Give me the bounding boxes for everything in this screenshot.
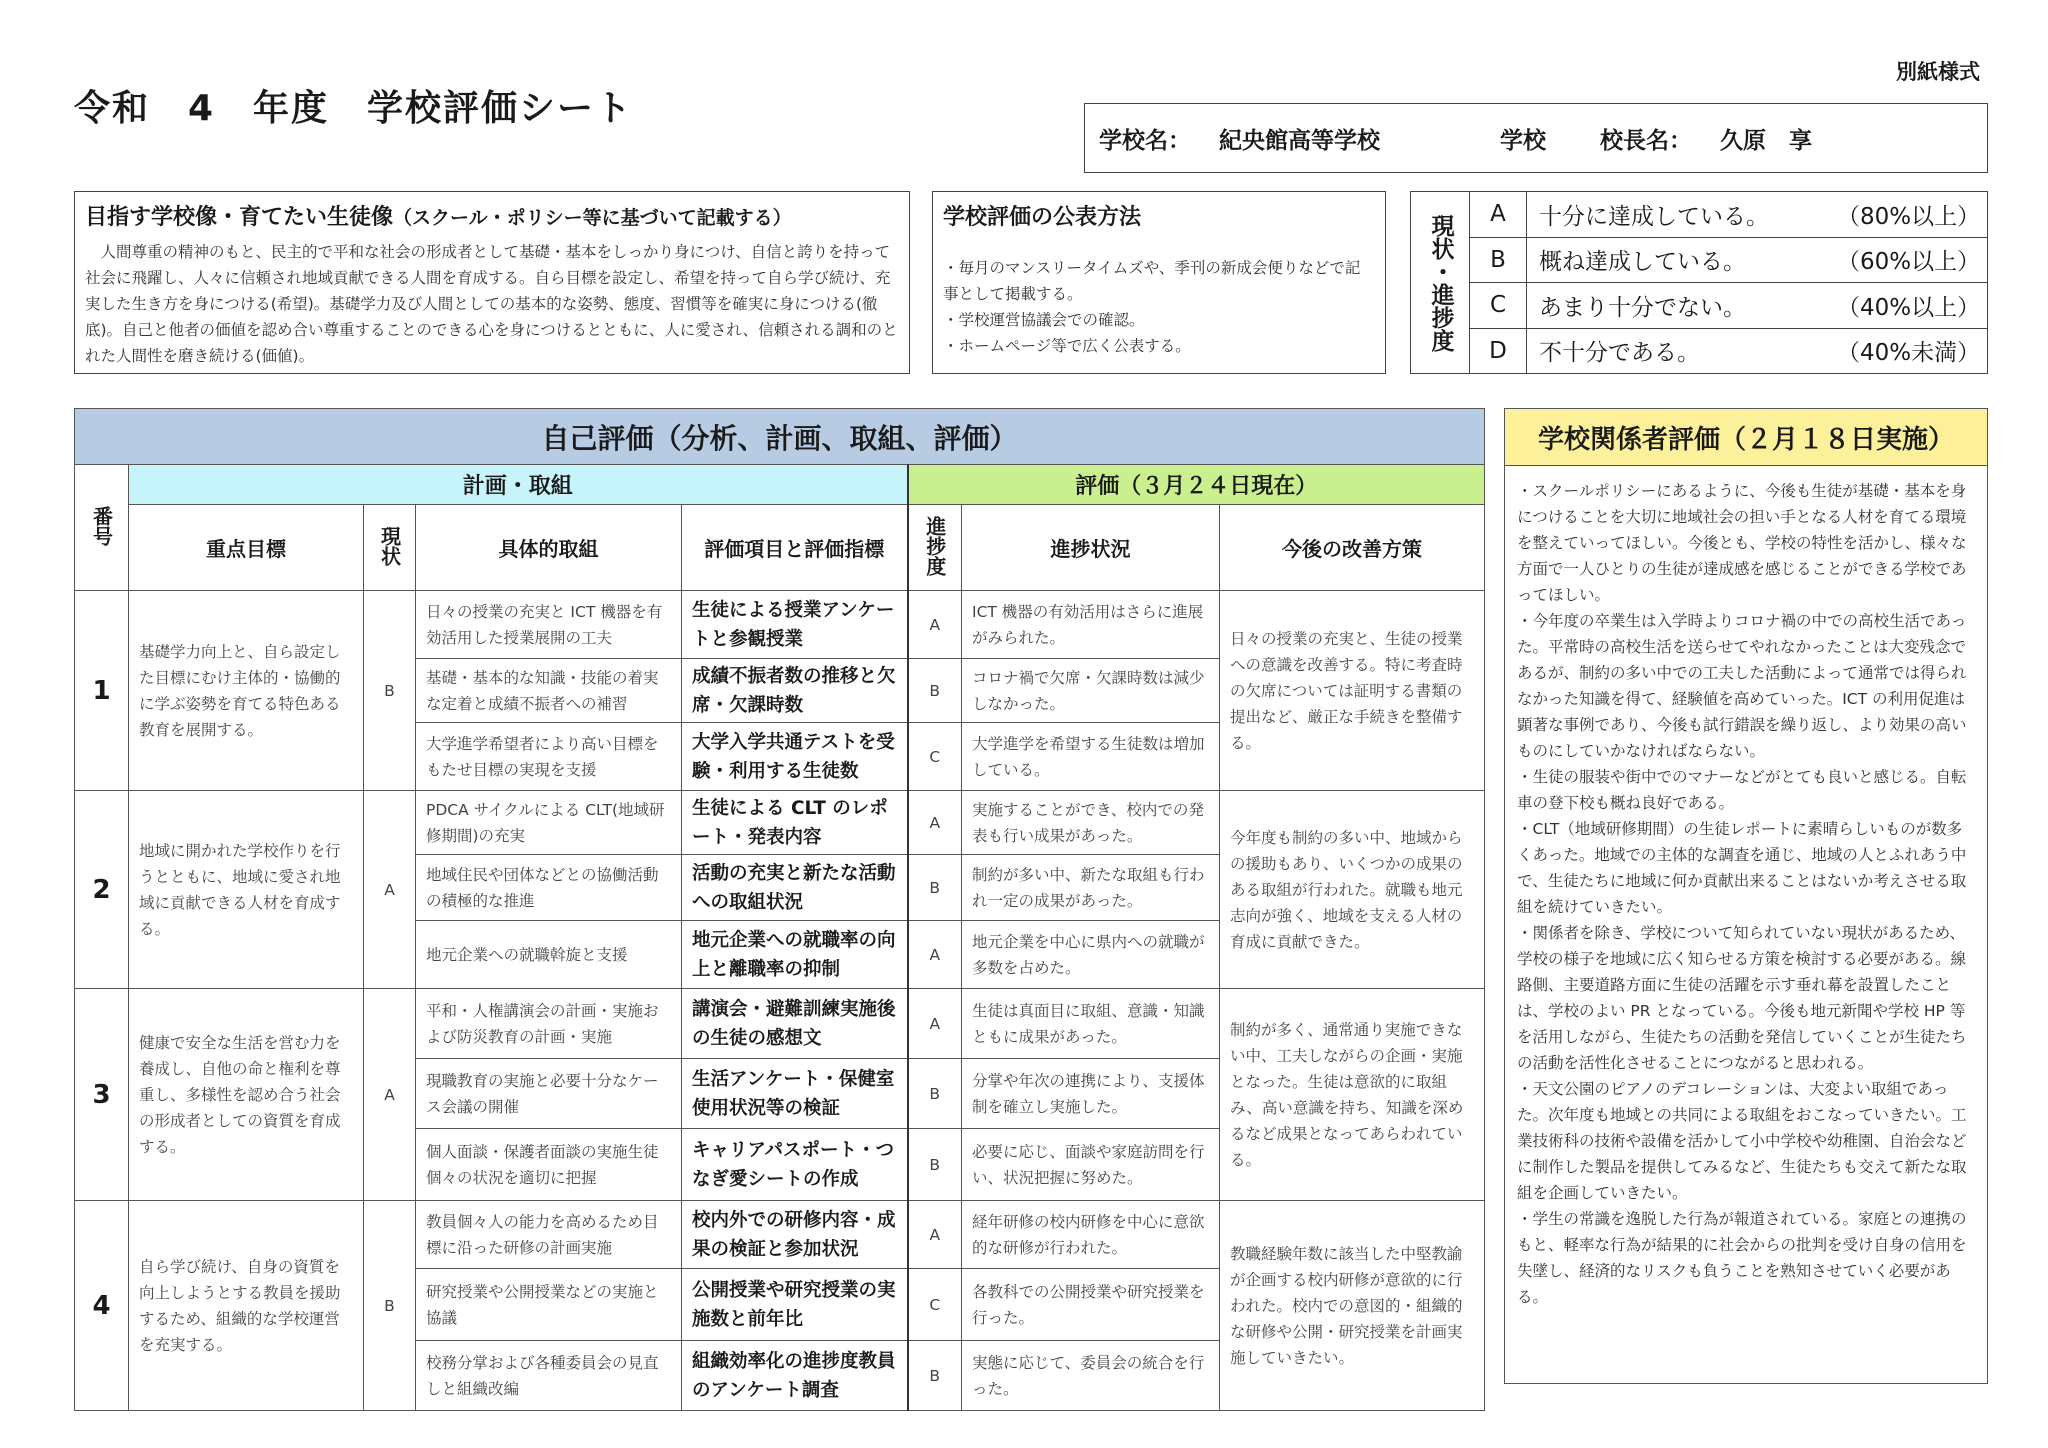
goal-text: 健康で安全な生活を営む力を養成し、自他の命と権利を尊重し、多様性を認め合う社会の形成者としての資質を育成する。 — [129, 989, 364, 1201]
legend-row — [1470, 283, 1987, 329]
stakeholder-item: ・CLT（地域研修期間）の生徒レポートに素晴らしいものが数多くあった。地域での主体的な調査を通じ、地域の人とふれあう中で、生徒たちに地域に何か貢献出来ることはないか考えさせる取組を続けていきたい。 — [1517, 820, 1967, 916]
legend-grade: C — [1470, 283, 1527, 328]
self-eval-heading: 自己評価（分析、計画、取組、評価） — [75, 409, 1485, 465]
plan-header: 計画・取組 — [129, 465, 908, 505]
form-label: 別紙様式 — [1896, 60, 1980, 84]
action-text: 研究授業や公開授業などの実施と協議 — [416, 1269, 682, 1341]
action-text: 平和・人権講演会の計画・実施および防災教育の計画・実施 — [416, 989, 682, 1059]
goal-number: 1 — [75, 591, 129, 791]
progress-text: 必要に応じ、面談や家庭訪問を行い、状況把握に努めた。 — [962, 1129, 1220, 1201]
progress-grade: B — [908, 659, 962, 723]
legend-description: 十分に達成している。 — [1539, 203, 1769, 230]
col-status: 現状 — [364, 505, 416, 591]
legend-row — [1470, 238, 1987, 284]
action-text: 地域住民や団体などとの協働活動の積極的な推進 — [416, 855, 682, 921]
school-info-box — [1084, 103, 1988, 173]
legend-side-label — [1411, 192, 1470, 373]
publication-box — [932, 191, 1386, 374]
publication-heading: 学校評価の公表方法 — [943, 205, 1142, 230]
improvement-text: 日々の授業の充実と、生徒の授業への意識を改善する。特に考査時の欠席については証明する書類の提出など、厳正な手続きを整備する。 — [1220, 591, 1485, 791]
col-progress: 進捗状況 — [962, 505, 1220, 591]
progress-grade: B — [908, 1059, 962, 1129]
progress-grade: C — [908, 1269, 962, 1341]
legend-description: 不十分である。 — [1539, 340, 1700, 367]
goal-text: 基礎学力向上と、自ら設定した目標にむけ主体的・協働的に学ぶ姿勢を育てる特色ある教育を展開する。 — [129, 591, 364, 791]
legend-percentage: （40%以上） — [1837, 294, 1981, 321]
progress-grade: C — [908, 723, 962, 791]
goal-number: 2 — [75, 791, 129, 989]
publication-item: ・学校運営協議会での確認。 — [943, 311, 1145, 329]
eval-header: 評価（３月２４日現在） — [908, 465, 1485, 505]
goal-text: 地域に開かれた学校作りを行うとともに、地域に愛され地域に貢献できる人材を育成する。 — [129, 791, 364, 989]
legend-grade: B — [1470, 238, 1527, 283]
school-policy-box — [74, 191, 910, 374]
stakeholder-item: ・学生の常識を逸脱した行為が報道されている。家庭との連携のもと、軽率な行為が結果的に社会からの批判を受け自身の信用を失墜し、経済的なリスクも負うことを熟知させていく必要がある。 — [1517, 1210, 1967, 1306]
legend-row — [1470, 192, 1987, 238]
status-grade: B — [364, 591, 416, 791]
progress-grade: B — [908, 1129, 962, 1201]
table-row — [75, 1201, 1485, 1269]
school-policy-heading — [85, 200, 899, 231]
improvement-text: 制約が多く、通常通り実施できない中、工夫しながらの企画・実施となった。生徒は意欲的に取組み、高い意識を持ち、知識を深めるなど成果となってあらわれている。 — [1220, 989, 1485, 1201]
stakeholder-item: ・関係者を除き、学校について知られていない現状があるため、学校の様子を地域に広く知らせる方策を検討する必要がある。線路側、主要道路方面に生徒の活躍を示す垂れ幕を設置したことは、学校のよい PR となっている。今後も地元新聞や学校 HP 等を活用しながら、生徒たちの活動を発信していくことが生徒たちの活動を活性化させることにつながると思われる。 — [1517, 924, 1967, 1072]
progress-text: 大学進学を希望する生徒数は増加している。 — [962, 723, 1220, 791]
school-name-label: 学校名： — [1099, 127, 1191, 154]
legend-description: 概ね達成している。 — [1539, 249, 1746, 276]
progress-text: 各教科での公開授業や研究授業を行った。 — [962, 1269, 1220, 1341]
legend-side-text: 現状・進捗度 — [1427, 213, 1454, 352]
indicator-text: 公開授業や研究授業の実施数と前年比 — [682, 1269, 908, 1341]
status-grade: B — [364, 1201, 416, 1411]
progress-grade: A — [908, 791, 962, 855]
progress-grade: A — [908, 1201, 962, 1269]
principal-label: 校長名： — [1600, 127, 1692, 154]
indicator-text: 生活アンケート・保健室使用状況等の検証 — [682, 1059, 908, 1129]
stakeholder-item: ・今年度の卒業生は入学時よりコロナ禍の中での高校生活であった。平常時の高校生活を送らせてやれなかったことは大変残念であるが、制約の多い中での工夫した活動によって通常では得られなかった知識を得て、経験値を高めていった。ICT の利用促進は顕著な事例であり、今後も試行錯誤を繰り返し、より効果の高いものにしていかなければならない。 — [1517, 612, 1967, 760]
indicator-text: 講演会・避難訓練実施後の生徒の感想文 — [682, 989, 908, 1059]
goal-number: 4 — [75, 1201, 129, 1411]
col-number: 番号 — [75, 465, 129, 591]
indicator-text: 成績不振者数の推移と欠席・欠課時数 — [682, 659, 908, 723]
school-policy-body: 人間尊重の精神のもと、民主的で平和な社会の形成者として基礎・基本をしっかり身につけ、自信と誇りを持って社会に飛躍し、人々に信頼され地域貢献できる人間を育成する。自ら目標を設定し、希望を持って自ら学び続け、充実した生き方を身につける(希望)。基礎学力及び人間としての基本的な姿勢、態度、習慣等を確実に身につける(徹底)。自己と他者の価値を認め合い尊重することのできる心を身につけるとともに、人に愛され、信頼される調和のとれた人間性を磨き続ける(価値)。 — [85, 243, 898, 365]
school-word: 学校 — [1500, 127, 1546, 154]
col-goal: 重点目標 — [129, 505, 364, 591]
stakeholder-heading: 学校関係者評価（２月１８日実施） — [1505, 409, 1987, 466]
progress-text: 経年研修の校内研修を中心に意欲的な研修が行われた。 — [962, 1201, 1220, 1269]
indicator-text: 校内外での研修内容・成果の検証と参加状況 — [682, 1201, 908, 1269]
indicator-text: キャリアパスポート・つなぎ愛シートの作成 — [682, 1129, 908, 1201]
stakeholder-body — [1505, 466, 1987, 1322]
progress-grade: B — [908, 855, 962, 921]
stakeholder-evaluation-box — [1504, 408, 1988, 1384]
progress-grade: A — [908, 989, 962, 1059]
table-row — [75, 591, 1485, 659]
action-text: 個人面談・保護者面談の実施生徒個々の状況を適切に把握 — [416, 1129, 682, 1201]
school-name: 紀央館高等学校 — [1219, 127, 1380, 154]
improvement-text: 今年度も制約の多い中、地域からの援助もあり、いくつかの成果のある取組が行われた。就職も地元志向が強く、地域を支える人材の育成に貢献できた。 — [1220, 791, 1485, 989]
progress-grade: A — [908, 591, 962, 659]
indicator-text: 組織効率化の進捗度教員のアンケート調査 — [682, 1341, 908, 1411]
publication-item: ・ホームページ等で広く公表する。 — [943, 337, 1191, 355]
legend-row — [1470, 329, 1987, 374]
action-text: 地元企業への就職斡旋と支援 — [416, 921, 682, 989]
progress-text: コロナ禍で欠席・欠課時数は減少しなかった。 — [962, 659, 1220, 723]
goal-number: 3 — [75, 989, 129, 1201]
legend-percentage: （60%以上） — [1837, 249, 1981, 276]
stakeholder-item: ・生徒の服装や街中でのマナーなどがとても良いと感じる。自転車の登下校も概ね良好である。 — [1517, 768, 1967, 812]
principal-name: 久原 享 — [1720, 127, 1812, 154]
action-text: PDCA サイクルによる CLT(地域研修期間)の充実 — [416, 791, 682, 855]
progress-text: 生徒は真面目に取組、意識・知識ともに成果があった。 — [962, 989, 1220, 1059]
action-text: 基礎・基本的な知識・技能の着実な定着と成績不振者への補習 — [416, 659, 682, 723]
legend-grade: D — [1470, 329, 1527, 374]
indicator-text: 生徒による授業アンケートと参観授業 — [682, 591, 908, 659]
action-text: 日々の授業の充実と ICT 機器を有効活用した授業展開の工夫 — [416, 591, 682, 659]
col-action: 具体的取組 — [416, 505, 682, 591]
col-indicator: 評価項目と評価指標 — [682, 505, 908, 591]
improvement-text: 教職経験年数に該当した中堅教諭が企画する校内研修が意欲的に行われた。校内での意図的・組織的な研修や公開・研究授業を計画実施していきたい。 — [1220, 1201, 1485, 1411]
goal-text: 自ら学び続け、自身の資質を向上しようとする教員を援助するため、組織的な学校運営を充実する。 — [129, 1201, 364, 1411]
indicator-text: 活動の充実と新たな活動への取組状況 — [682, 855, 908, 921]
progress-text: 実態に応じて、委員会の統合を行った。 — [962, 1341, 1220, 1411]
progress-text: 実施することができ、校内での発表も行い成果があった。 — [962, 791, 1220, 855]
publication-list — [943, 255, 1375, 359]
action-text: 大学進学希望者により高い目標をもたせ目標の実現を支援 — [416, 723, 682, 791]
legend-rows — [1470, 192, 1987, 373]
action-text: 現職教育の実施と必要十分なケース会議の開催 — [416, 1059, 682, 1129]
grade-legend — [1410, 191, 1988, 374]
progress-grade: A — [908, 921, 962, 989]
progress-grade: B — [908, 1341, 962, 1411]
progress-text: ICT 機器の有効活用はさらに進展がみられた。 — [962, 591, 1220, 659]
table-row — [75, 989, 1485, 1059]
status-grade: A — [364, 791, 416, 989]
page-title: 令和 4 年度 学校評価シート — [74, 88, 634, 129]
school-policy-note: （スクール・ポリシー等に基づいて記載する） — [393, 207, 792, 229]
stakeholder-item: ・スクールポリシーにあるように、今後も生徒が基礎・基本を身につけることを大切に地域社会の担い手となる人材を育てる環境を整えていってほしい。今後とも、学校の特性を活かし、様々な方面で一人ひとりの生徒が達成感を感じることができる学校であってほしい。 — [1517, 482, 1967, 604]
indicator-text: 地元企業への就職率の向上と離職率の抑制 — [682, 921, 908, 989]
self-evaluation-table — [74, 408, 1485, 1411]
indicator-text: 大学入学共通テストを受験・利用する生徒数 — [682, 723, 908, 791]
legend-percentage: （80%以上） — [1837, 203, 1981, 230]
table-row — [75, 791, 1485, 855]
progress-text: 制約が多い中、新たな取組も行われ一定の成果があった。 — [962, 855, 1220, 921]
legend-percentage: （40%未満） — [1837, 340, 1981, 367]
col-improve: 今後の改善方策 — [1220, 505, 1485, 591]
col-progress-grade: 進捗度 — [908, 505, 962, 591]
action-text: 校務分掌および各種委員会の見直しと組織改編 — [416, 1341, 682, 1411]
action-text: 教員個々人の能力を高めるため目標に沿った研修の計画実施 — [416, 1201, 682, 1269]
progress-text: 分掌や年次の連携により、支援体制を確立し実施した。 — [962, 1059, 1220, 1129]
stakeholder-item: ・天文公園のピアノのデコレーションは、大変よい取組であった。次年度も地域との共同による取組をおこなっていきたい。工業技術科の技術や設備を活かして小中学校や幼稚園、自治会などに制作した製品を提供してみるなど、生徒たちも交えて新たな取組を企画していきたい。 — [1517, 1080, 1967, 1202]
status-grade: A — [364, 989, 416, 1201]
legend-grade: A — [1470, 192, 1527, 237]
legend-description: あまり十分でない。 — [1539, 294, 1746, 321]
school-policy-title: 目指す学校像・育てたい生徒像 — [85, 205, 394, 230]
publication-item: ・毎月のマンスリータイムズや、季刊の新成会便りなどで記事として掲載する。 — [943, 259, 1361, 303]
indicator-text: 生徒による CLT のレポート・発表内容 — [682, 791, 908, 855]
progress-text: 地元企業を中心に県内への就職が多数を占めた。 — [962, 921, 1220, 989]
